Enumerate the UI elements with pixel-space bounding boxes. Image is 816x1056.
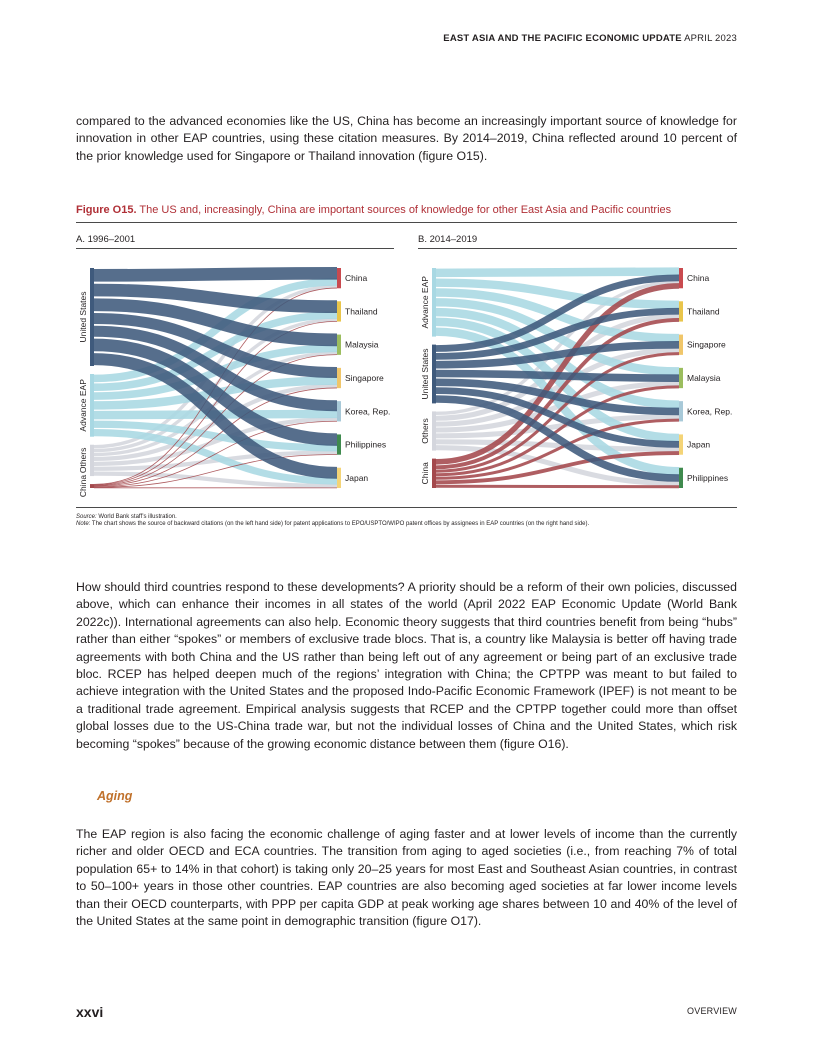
header-date: APRIL 2023: [684, 33, 737, 44]
panel-a-source-label-others: Others: [78, 447, 88, 474]
panel-b-target-label-singapore: Singapore: [687, 339, 726, 350]
panel-b-target-bar-malaysia: [679, 368, 683, 388]
panel-b-target-label-china: China: [687, 273, 710, 284]
panel-a-source-bar-others: [90, 445, 94, 476]
panel-a-target-label-china: China: [345, 273, 368, 284]
panel-a-target-label-japan: Japan: [345, 472, 369, 483]
panel-b-target-bar-philippines: [679, 468, 683, 488]
panel-b-target-label-philippines: Philippines: [687, 472, 729, 483]
note-label: Note:: [76, 521, 91, 527]
panel-b-source-bar-china: [432, 459, 436, 488]
panel-a-target-label-malaysia: Malaysia: [345, 339, 379, 350]
panel-b-source-label-others: Others: [420, 418, 430, 444]
figure-note: [76, 521, 756, 529]
panel-a-source-bar-united-states: [90, 268, 94, 366]
paragraph-third-countries: How should third countries respond to these developments? A priority should be a reform of their own policies, discussed above, which can enhance their incomes in all states of the world (April 2022 EAP Economic Update (World Bank 2022c)). International agreements can also help. Economic theory suggests that third countries benefit from being “hubs” rather than either “spokes” or members of exclusive trade blocs. That is, a country like Malaysia is better off having trade agreements with both China and the US rather than being left out of any agreement or being part of an exclusive trade bloc. RCEP has helped deepen much of the regions’ integration with China; the CPTPP was meant to but failed to achieve integration with the United States and the proposed Indo-Pacific Economic Framework (IPEF) is not meant to be a traditional trade agreement. Empirical analysis suggests that RCEP and the CPTPP together could more than offset global losses due to the US-China trade war, but not the individual losses of China and the United States, which risk becoming “spokes” because of the growing economic distance between them (figure O16).: [76, 580, 737, 751]
panel-a-source-bar-advance-eap: [90, 374, 94, 437]
panel-a-source-label-china: China: [78, 474, 88, 498]
panel-b-source-bar-advance-eap: [432, 268, 436, 337]
panel-a-source-label-united-states: United States: [78, 291, 88, 343]
paragraph-intro: compared to the advanced economies like the US, China has become an increasingly important source of knowledge for innovation in other EAP countries, using these citation measures. By 2014–2019, China reflected around 10 percent of the prior knowledge used for Singapore or Thailand innovation (figure O15).: [76, 114, 737, 163]
paragraph-aging: The EAP region is also facing the economic challenge of aging faster and at lower levels of income than the currently richer and older OECD and ECA countries. The transition from aging to aged societies (i.e., from reaching 7% of total population 65+ to 14% in that cohort) is taking only 20–25 years for most East and Southeast Asian countries, in contrast to 50–100+ years in those other countries. EAP countries are also becoming aged societies at far lower income levels than their OECD counterparts, with PPP per capita GDP at peak working age shares between 10 and 40% of the level of the United States at the same point in demographic transition (figure O17).: [76, 827, 737, 929]
figure-top-rule: [76, 222, 737, 223]
panel-b-target-label-malaysia: Malaysia: [687, 373, 721, 383]
panel-a-target-bar-japan: [337, 468, 341, 488]
panel-a-target-bar-philippines: [337, 434, 341, 454]
panel-b-target-bar-korea-rep: [679, 401, 683, 421]
panel-a-title: A. 1996–2001: [76, 234, 136, 245]
panel-b-target-label-thailand: Thailand: [687, 306, 720, 317]
panel-b-target-bar-japan: [679, 434, 683, 454]
page-number: xxvi: [76, 1004, 104, 1020]
panel-a-target-bar-china: [337, 268, 341, 288]
panel-b-rule: [418, 248, 737, 249]
panel-b-source-label-advance-eap: Advance EAP: [420, 276, 430, 329]
figure-caption: The US and, increasingly, China are important sources of knowledge for other East Asia and Pacific countries: [139, 204, 672, 216]
panel-a-flow-united-states-to-china: [94, 273, 337, 275]
panel-b-target-bar-china: [679, 268, 683, 288]
panel-b-flow-advance-eap-to-china: [436, 272, 679, 273]
panel-b-target-label-korea-rep: Korea, Rep.: [687, 406, 733, 417]
source-label: Source:: [76, 514, 97, 520]
panel-a-target-label-thailand: Thailand: [345, 306, 378, 317]
panel-b-target-bar-singapore: [679, 335, 683, 355]
panel-a-target-label-singapore: Singapore: [345, 373, 384, 383]
panel-a-target-bar-thailand: [337, 301, 341, 321]
panel-b-flow-united-states-to-malaysia: [436, 374, 679, 379]
panel-b-source-label-united-states: United States: [420, 348, 430, 400]
header-title: EAST ASIA AND THE PACIFIC ECONOMIC UPDATE: [443, 33, 682, 44]
panel-a-source-bar-china: [90, 484, 94, 488]
panel-b-source-bar-united-states: [432, 345, 436, 404]
footer-section: OVERVIEW: [687, 1006, 737, 1016]
note-text: The chart shows the source of backward citations (on the left hand side) for patent applications to EPO/USPTO/WIPO patent offices by assignees in EAP countries (on the right hand side).: [91, 521, 590, 527]
section-heading-aging: Aging: [97, 789, 133, 803]
panel-b-target-label-japan: Japan: [687, 439, 711, 450]
panel-a-target-bar-korea-rep: [337, 401, 341, 421]
sankey-chart-b: [414, 252, 744, 502]
source-text: World Bank staff’s illustration.: [98, 514, 177, 520]
panel-a-target-label-korea-rep: Korea, Rep.: [345, 406, 391, 417]
figure-number: Figure O15.: [76, 204, 137, 216]
panel-b-title: B. 2014–2019: [418, 234, 478, 245]
panel-b-source-label-china: China: [420, 462, 430, 485]
panel-b-source-bar-others: [432, 411, 436, 450]
panel-b-target-bar-thailand: [679, 301, 683, 321]
panel-a-rule: [76, 248, 394, 249]
panel-a-source-label-advance-eap: Advance EAP: [78, 379, 88, 432]
panel-a-target-label-philippines: Philippines: [345, 439, 387, 450]
sankey-chart-a: [72, 252, 402, 502]
panel-a-target-bar-malaysia: [337, 335, 341, 355]
figure-bottom-rule: [76, 507, 737, 508]
running-header: [443, 33, 737, 44]
figure-title: [76, 204, 737, 216]
panel-a-target-bar-singapore: [337, 368, 341, 388]
